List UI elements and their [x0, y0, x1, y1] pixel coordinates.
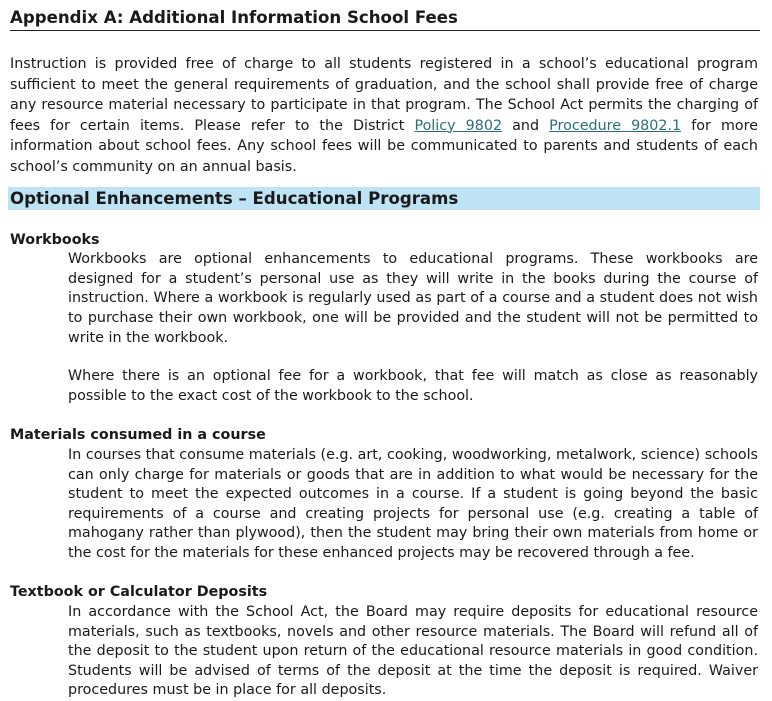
materials-heading: Materials consumed in a course — [10, 427, 266, 444]
deposits-heading: Textbook or Calculator Deposits — [10, 584, 268, 601]
intro-paragraph — [10, 54, 758, 178]
procedure-link[interactable]: Procedure 9802.1 — [549, 117, 682, 134]
intro-text-1: Instruction is provided free of charge to all students registered in a school’s educational program sufficient to meet the general requirements of graduation, and the school shall provide free of charge any resource material necessary to participate in that program. The School Act permits the charging of fees for certain items. Please refer to the District — [10, 56, 758, 134]
intro-text-2: and — [502, 117, 550, 134]
intro-text-3: for more information about school fees. Any school fees will be communicated to parents and students of each school’s community on an annual basis. — [10, 117, 758, 175]
materials-paragraph: In courses that consume materials (e.g. art, cooking, woodworking, metalwork, science) schools can only charge for materials or goods that are in addition to what would be necessary for the student to meet the expected outcomes in a course. If a student is going beyond the basic requirements of a course and creating projects for personal use (e.g. creating a table of mahogany rather than plywood), then the student may bring their own materials from home or the cost for the materials for these enhanced projects may be recovered through a fee. — [68, 446, 758, 561]
policy-link[interactable]: Policy 9802 — [414, 117, 503, 134]
section-heading: Optional Enhancements – Educational Programs — [8, 187, 760, 210]
workbooks-paragraph-2: Where there is an optional fee for a workbook, that fee will match as close as reasonably possible to the exact cost of the workbook to the school. — [68, 368, 758, 404]
deposits-paragraph: In accordance with the School Act, the Board may require deposits for educational resource materials, such as textbooks, novels and other resource materials. The Board will refund all of the deposit to the student upon return of the educational resource materials in good condition. Students will be advised of terms of the deposit at the time the deposit is required. Waiver procedures must be in place for all deposits. — [68, 604, 758, 699]
workbooks-paragraph-1: Workbooks are optional enhancements to educational programs. These workbooks are designed for a student’s personal use as they will write in the books during the course of instruction. Where a workbook is regularly used as part of a course and a student does not wish to purchase their own workbook, one will be provided and the student will not be permitted to write in the workbook. — [68, 251, 758, 346]
page-title: Appendix A: Additional Information School Fees — [10, 8, 760, 31]
workbooks-heading: Workbooks — [10, 231, 100, 248]
